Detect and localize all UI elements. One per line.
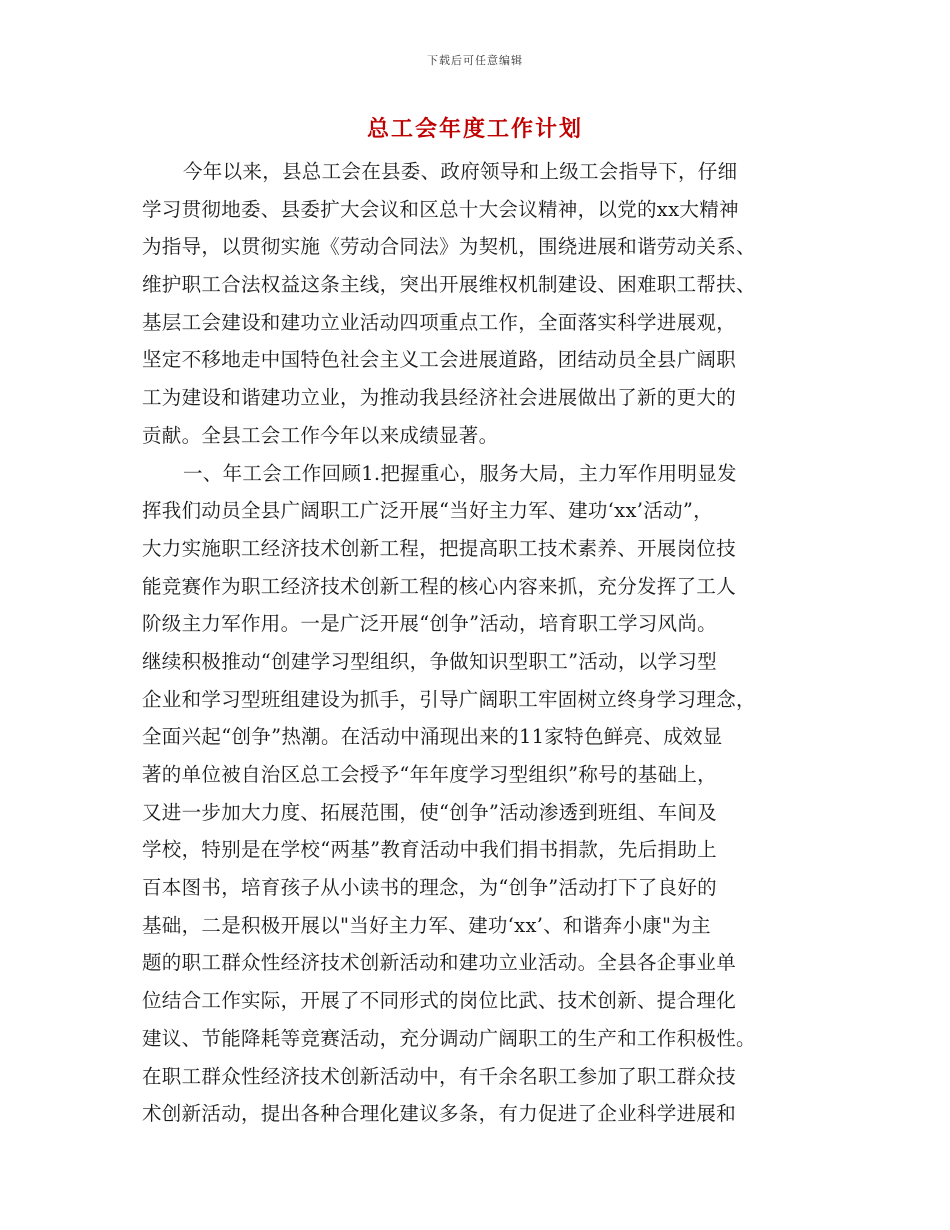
text-line: 百本图书，培育孩子从小读书的理念，为“创争”活动打下了良好的: [142, 876, 717, 900]
text-line: 全面兴起“创争”热潮。在活动中涌现出来的11家特色鲜亮、成效显: [142, 725, 723, 749]
text-line: 贡献。全县工会工作今年以来成绩显著。: [142, 423, 499, 447]
text-line: 企业和学习型班组建设为抓手，引导广阔职工牢固树立终身学习理念，: [142, 687, 756, 711]
page-header-note: 下载后可任意编辑: [427, 54, 523, 67]
text-line: 大力实施职工经济技术创新工程，把提高职工技术素养、开展岗位技: [142, 536, 737, 560]
text-line: 今年以来，县总工会在县委、政府领导和上级工会指导下，仔细: [183, 160, 738, 183]
text-line: 术创新活动，提出各种合理化建议多条，有力促进了企业科学进展和: [142, 1102, 737, 1126]
text-line: 学习贯彻地委、县委扩大会议和区总十大会议精神，以党的xx大精神: [142, 197, 739, 221]
paragraph-intro: [142, 153, 802, 455]
text-line: 又进一步加大力度、拓展范围，使“创争”活动渗透到班组、车间及: [142, 800, 717, 824]
text-line: 基础，二是积极开展以"当好主力军、建功‘xx’、和谐奔小康"为主: [142, 913, 711, 937]
text-line: 建议、节能降耗等竞赛活动，充分调动广阔职工的生产和工作积极性。: [142, 1026, 756, 1050]
text-line: 为指导，以贯彻实施《劳动合同法》为契机，围绕进展和谐劳动关系、: [142, 235, 756, 259]
text-line: 学校，特别是在学校“两基”教育活动中我们捐书捐款，先后捐助上: [142, 838, 717, 862]
text-line: 位结合工作实际，开展了不同形式的岗位比武、技术创新、提合理化: [142, 989, 737, 1013]
text-line: 一、年工会工作回顾1.把握重心，服务大局，主力军作用明显发: [183, 461, 737, 485]
paragraph-review: [142, 455, 802, 1133]
text-line: 能竞赛作为职工经济技术创新工程的核心内容来抓，充分发挥了工人: [142, 574, 737, 598]
text-line: 题的职工群众性经济技术创新活动和建功立业活动。全县各企事业单: [142, 951, 737, 975]
text-line: 在职工群众性经济技术创新活动中，有千余名职工参加了职工群众技: [142, 1064, 737, 1088]
document-title: 总工会年度工作计划: [366, 116, 583, 142]
document-body: [142, 153, 802, 1133]
text-line: 挥我们动员全县广阔职工广泛开展“当好主力军、建功‘xx’活动”，: [142, 499, 713, 523]
text-line: 工为建设和谐建功立业，为推动我县经济社会进展做出了新的更大的: [142, 386, 737, 410]
text-line: 坚定不移地走中国特色社会主义工会进展道路，团结动员全县广阔职: [142, 348, 737, 372]
text-line: 阶级主力军作用。一是广泛开展“创争”活动，培育职工学习风尚。: [142, 612, 717, 636]
text-line: 著的单位被自治区总工会授予“年年度学习型组织”称号的基础上，: [142, 763, 717, 786]
text-line: 继续积极推动“创建学习型组织，争做知识型职工”活动，以学习型: [142, 649, 717, 673]
text-line: 维护职工合法权益这条主线，突出开展维权机制建设、困难职工帮扶、: [142, 273, 756, 297]
text-line: 基层工会建设和建功立业活动四项重点工作，全面落实科学进展观，: [142, 310, 737, 334]
